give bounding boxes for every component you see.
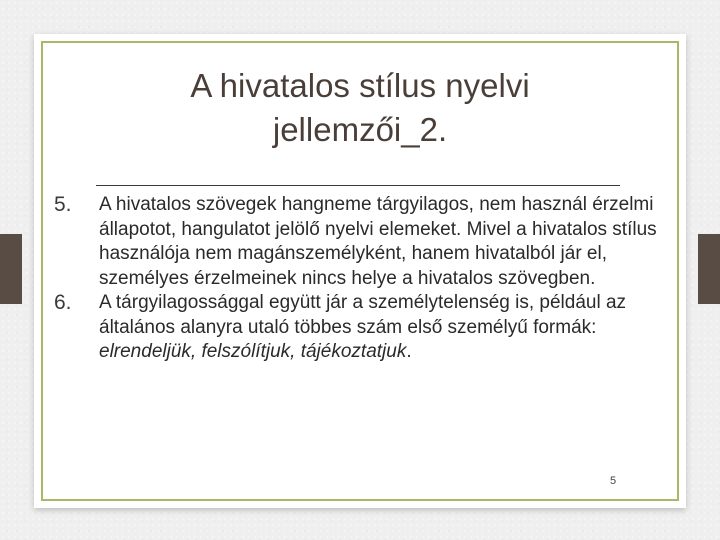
list-item-number: 6. xyxy=(54,291,72,314)
bullet-list xyxy=(54,193,678,365)
left-side-tab xyxy=(0,234,22,304)
list-item-number: 5. xyxy=(54,193,72,216)
list-item-text: A tárgyilagossággal együtt jár a személytelenség is, például az általános alanyra utaló többes szám első személyű formák: xyxy=(99,292,627,338)
right-side-tab xyxy=(698,234,720,304)
list-item xyxy=(54,193,678,291)
list-item-text: A hivatalos szövegek hangneme tárgyilagos, nem használ érzelmi állapotot, hangulatot jelölő nyelvi elemeket. Mivel a hivatalos stílus használója nem magánszemélyként, hanem hivatalból jár el, személyes érzelmeinek nincs helye a hivatalos szövegben. xyxy=(99,194,657,289)
list-item xyxy=(54,291,678,365)
list-item-end: . xyxy=(406,341,412,362)
list-item-examples: elrendeljük, felszólítjuk, tájékoztatjuk xyxy=(99,341,407,362)
page-number: 5 xyxy=(610,475,617,487)
slide-title-line-1: A hivatalos stílus nyelvi xyxy=(190,67,530,104)
slide-title-line-2: jellemzői_2. xyxy=(272,111,448,148)
slide-title xyxy=(94,64,626,152)
title-divider xyxy=(96,185,620,186)
slide-card xyxy=(34,34,686,508)
